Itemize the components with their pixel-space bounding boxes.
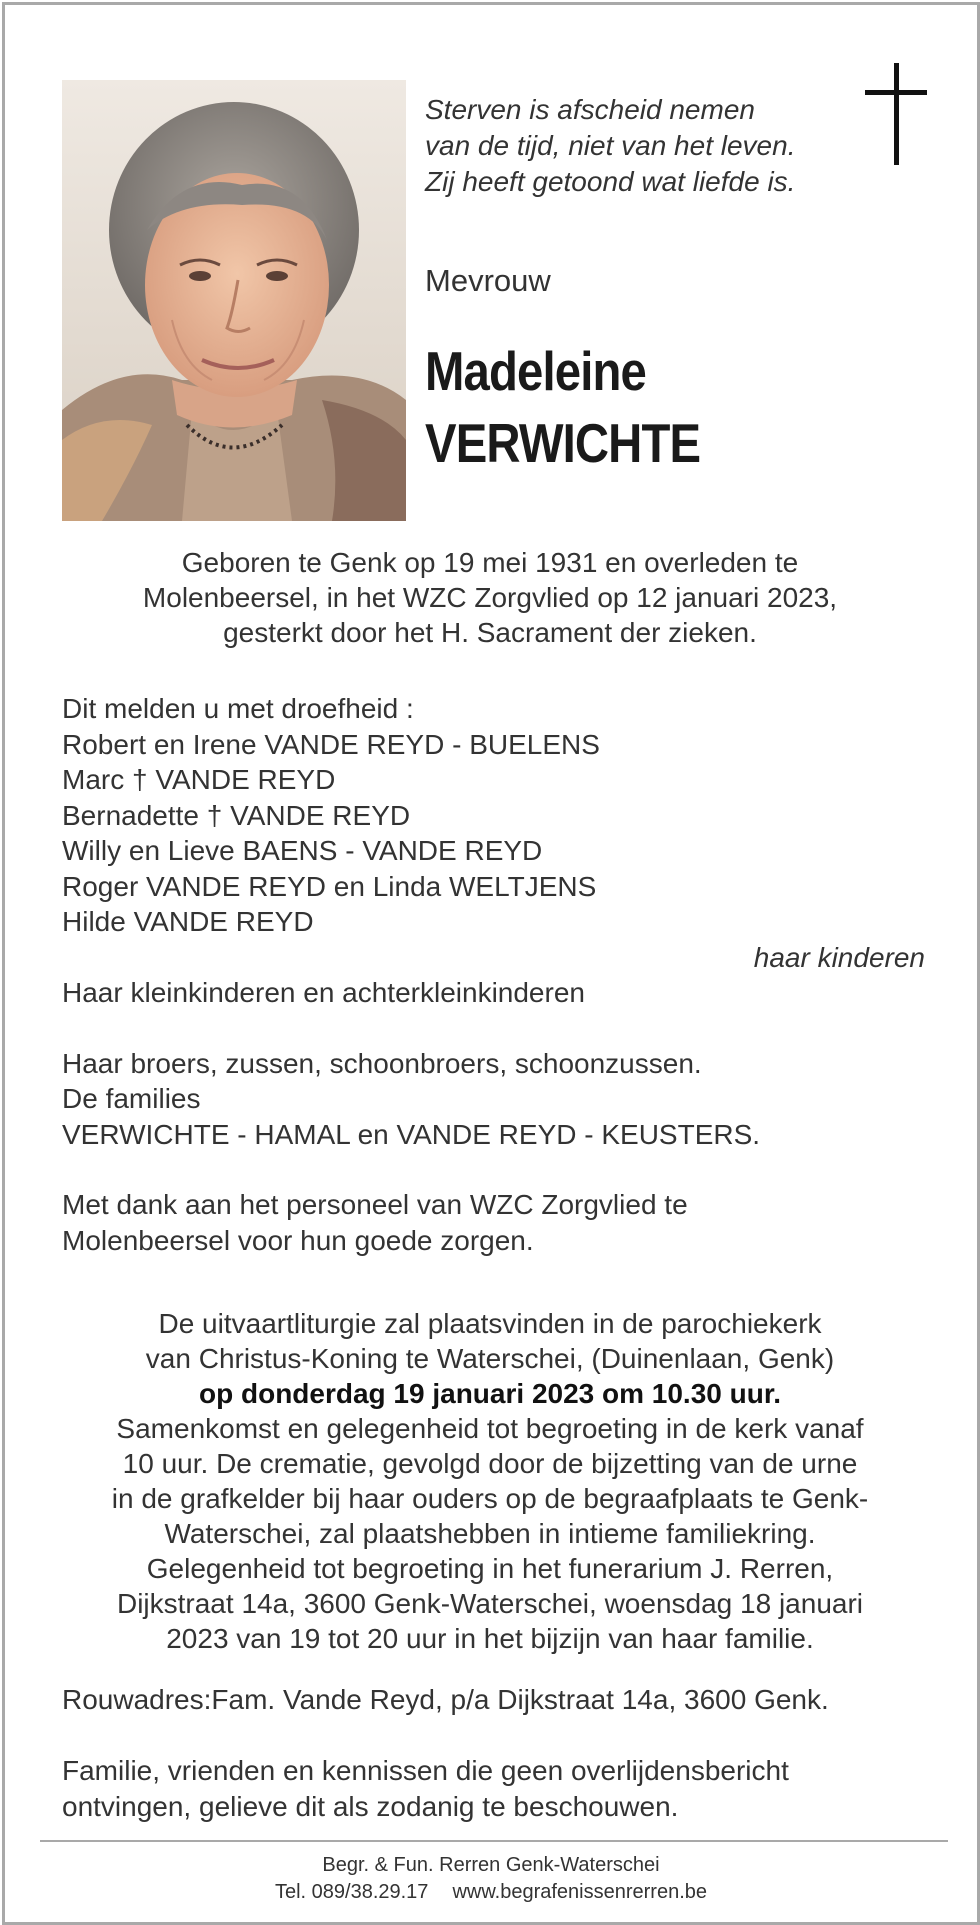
portrait-image [62, 80, 406, 521]
liturgy-line: Samenkomst en gelegenheid tot begroeting in de kerk vanaf [116, 1413, 864, 1444]
child-name: Willy en Lieve BAENS - VANDE REYD [62, 835, 543, 866]
memorial-verse [425, 92, 845, 200]
child-name: Bernadette † VANDE REYD [62, 799, 411, 831]
portrait-photo [62, 80, 406, 521]
family-announcement [62, 691, 928, 1258]
funeral-liturgy [62, 1306, 918, 1656]
contact-line [5, 1879, 977, 1906]
liturgy-line: van Christus-Koning te Waterschei, (Duinenlaan, Genk) [145, 1343, 835, 1374]
birth-line: Molenbeersel, in het WZC Zorgvlied op 12 januari 2023, [142, 582, 838, 613]
child-name: Hilde VANDE REYD [62, 906, 314, 937]
siblings-line: VERWICHTE - HAMAL en VANDE REYD - KEUSTERS. [62, 1118, 761, 1150]
deceased-name [425, 335, 745, 479]
verse-line: Zij heeft getoond wat liefde is. [425, 166, 796, 197]
liturgy-date: op donderdag 19 januari 2023 om 10.30 uur. [199, 1378, 781, 1409]
siblings-line: De families [62, 1083, 201, 1114]
website-link[interactable]: www.begrafenissenrerren.be [452, 1881, 708, 1903]
funeral-home-name: Begr. & Fun. Rerren Genk-Waterschei [322, 1854, 660, 1876]
child-name: Roger VANDE REYD en Linda WELTJENS [62, 870, 597, 902]
child-name: Marc † VANDE REYD [62, 764, 336, 795]
liturgy-line: Gelegenheid tot begroeting in het funerarium J. Rerren, [146, 1553, 834, 1584]
closing-section [62, 1682, 928, 1825]
liturgy-line: 2023 van 19 tot 20 uur in het bijzijn van haar familie. [166, 1623, 814, 1654]
grandchildren-line: Haar kleinkinderen en achterkleinkinderen [62, 977, 585, 1008]
child-name: Robert en Irene VANDE REYD - BUELENS [62, 728, 600, 760]
closing-line: Familie, vrienden en kennissen die geen overlijdensbericht [62, 1755, 789, 1786]
closing-line: ontvingen, gelieve dit als zodanig te beschouwen. [62, 1791, 679, 1822]
verse-line: van de tijd, niet van het leven. [425, 130, 796, 161]
first-name: Madeleine [425, 340, 646, 402]
phone-number: Tel. 089/38.29.17 [274, 1881, 429, 1903]
honorific: Mevrouw [425, 263, 551, 298]
thanks-line: Met dank aan het personeel van WZC Zorgvlied te [62, 1189, 688, 1220]
mourning-address: Rouwadres:Fam. Vande Reyd, p/a Dijkstraat 14a, 3600 Genk. [62, 1684, 829, 1715]
liturgy-line: in de grafkelder bij haar ouders op de begraafplaats te Genk- [111, 1483, 869, 1514]
obituary-card [2, 2, 980, 1925]
liturgy-line: De uitvaartliturgie zal plaatsvinden in de parochiekerk [158, 1308, 822, 1339]
cross-icon [865, 63, 927, 165]
footer-divider [40, 1840, 948, 1842]
family-intro: Dit melden u met droefheid : [62, 693, 414, 724]
last-name: VERWICHTE [425, 412, 701, 474]
liturgy-line: Dijkstraat 14a, 3600 Genk-Waterschei, woensdag 18 januari [116, 1588, 864, 1619]
liturgy-line: Waterschei, zal plaatshebben in intieme familiekring. [164, 1518, 816, 1549]
birth-line: Geboren te Genk op 19 mei 1931 en overleden te [181, 547, 799, 578]
thanks-line: Molenbeersel voor hun goede zorgen. [62, 1224, 534, 1256]
verse-line: Sterven is afscheid nemen [425, 94, 755, 125]
funeral-home-footer [5, 1852, 977, 1906]
children-label: haar kinderen [753, 941, 925, 973]
birth-death-details [62, 545, 918, 650]
siblings-line: Haar broers, zussen, schoonbroers, schoonzussen. [62, 1047, 702, 1079]
birth-line: gesterkt door het H. Sacrament der zieken. [223, 617, 757, 648]
liturgy-line: 10 uur. De crematie, gevolgd door de bijzetting van de urne [122, 1448, 858, 1479]
